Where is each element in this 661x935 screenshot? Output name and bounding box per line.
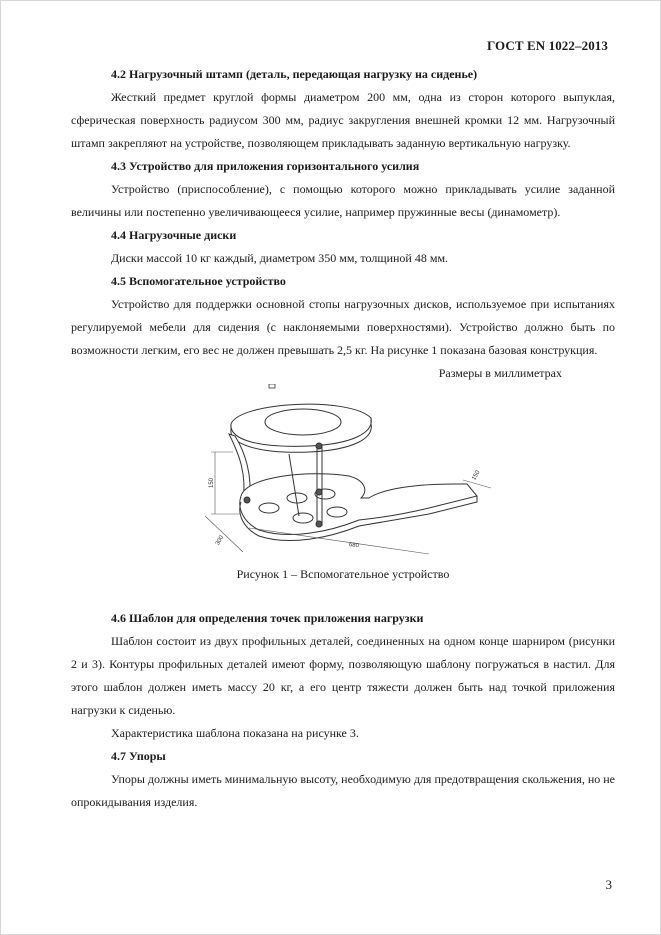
- section-text-4-5: Устройство для поддержки основной стопы нагрузочных дисков, используемое при испытаниях регулируемой мебели для сидения (с наклоняемыми поверхностями). Устройство должно быть по возможности легким, его вес не должен превышать 2,5 кг. На рисунке 1 показана базовая конструкция.: [71, 297, 615, 357]
- section-heading-4-6: 4.6 Шаблон для определения точек приложения нагрузки: [111, 611, 424, 625]
- page-content: [71, 63, 615, 814]
- section-heading-4-3: 4.3 Устройство для приложения горизонтального усилия: [111, 159, 420, 173]
- ring-hole: [265, 409, 341, 435]
- section-text-4-7: Упоры должны иметь минимальную высоту, необходимую для предотвращения скольжения, но не опрокидывания изделия.: [71, 772, 615, 809]
- document-code: ГОСТ EN 1022–2013: [486, 38, 608, 53]
- section-text-4-6: Шаблон состоит из двух профильных деталей, соединенных на одном конце шарниром (рисунки 2 и 3). Контуры профильных деталей имеют форму, позволяющую шаблону погружаться в настил. Для этого шаблон должен иметь массу 20 кг, а его центр тяжести должен быть над точкой приложения нагрузки к сиденью.: [71, 634, 615, 717]
- section-heading-4-5: 4.5 Вспомогательное устройство: [111, 274, 286, 288]
- section-heading-4-2: 4.2 Нагрузочный штамп (деталь, передающая нагрузку на сиденье): [111, 67, 478, 81]
- figure-1: [71, 384, 615, 562]
- figure-caption: Рисунок 1 – Вспомогательное устройство: [236, 567, 450, 581]
- dim-label-d1: 150: [209, 477, 215, 488]
- section-text-4-2: Жесткий предмет круглой формы диаметром 200 мм, одна из сторон которого выпуклая, сферическая поверхность радиусом 300 мм, радиус закругления внешней кромки 12 мм. Нагрузочный штамп закрепляют на устройстве, позволяющем прикладывать заданную вертикальную нагрузку.: [71, 90, 615, 150]
- section-heading-4-7: 4.7 Упоры: [111, 749, 166, 763]
- section-text-4-3: Устройство (приспособление), с помощью которого можно прикладывать усилие заданной величины или постепенно увеличивающееся усилие, например пружинные весы (динамометр).: [71, 182, 615, 219]
- dimensions-note: Размеры в миллиметрах: [438, 366, 562, 380]
- dim-label-d3: 680: [348, 542, 360, 550]
- section-heading-4-4: 4.4 Нагрузочные диски: [111, 228, 237, 242]
- page-number: 3: [605, 877, 612, 892]
- section-text-4-6-b: Характеристика шаблона показана на рисунке 3.: [111, 726, 359, 740]
- section-text-4-4: Диски массой 10 кг каждый, диаметром 350 мм, толщиной 48 мм.: [111, 251, 449, 265]
- dim-label-d2: 300: [215, 534, 226, 547]
- dim-label-d4: 150: [471, 469, 482, 482]
- auxiliary-device-drawing: [199, 384, 499, 562]
